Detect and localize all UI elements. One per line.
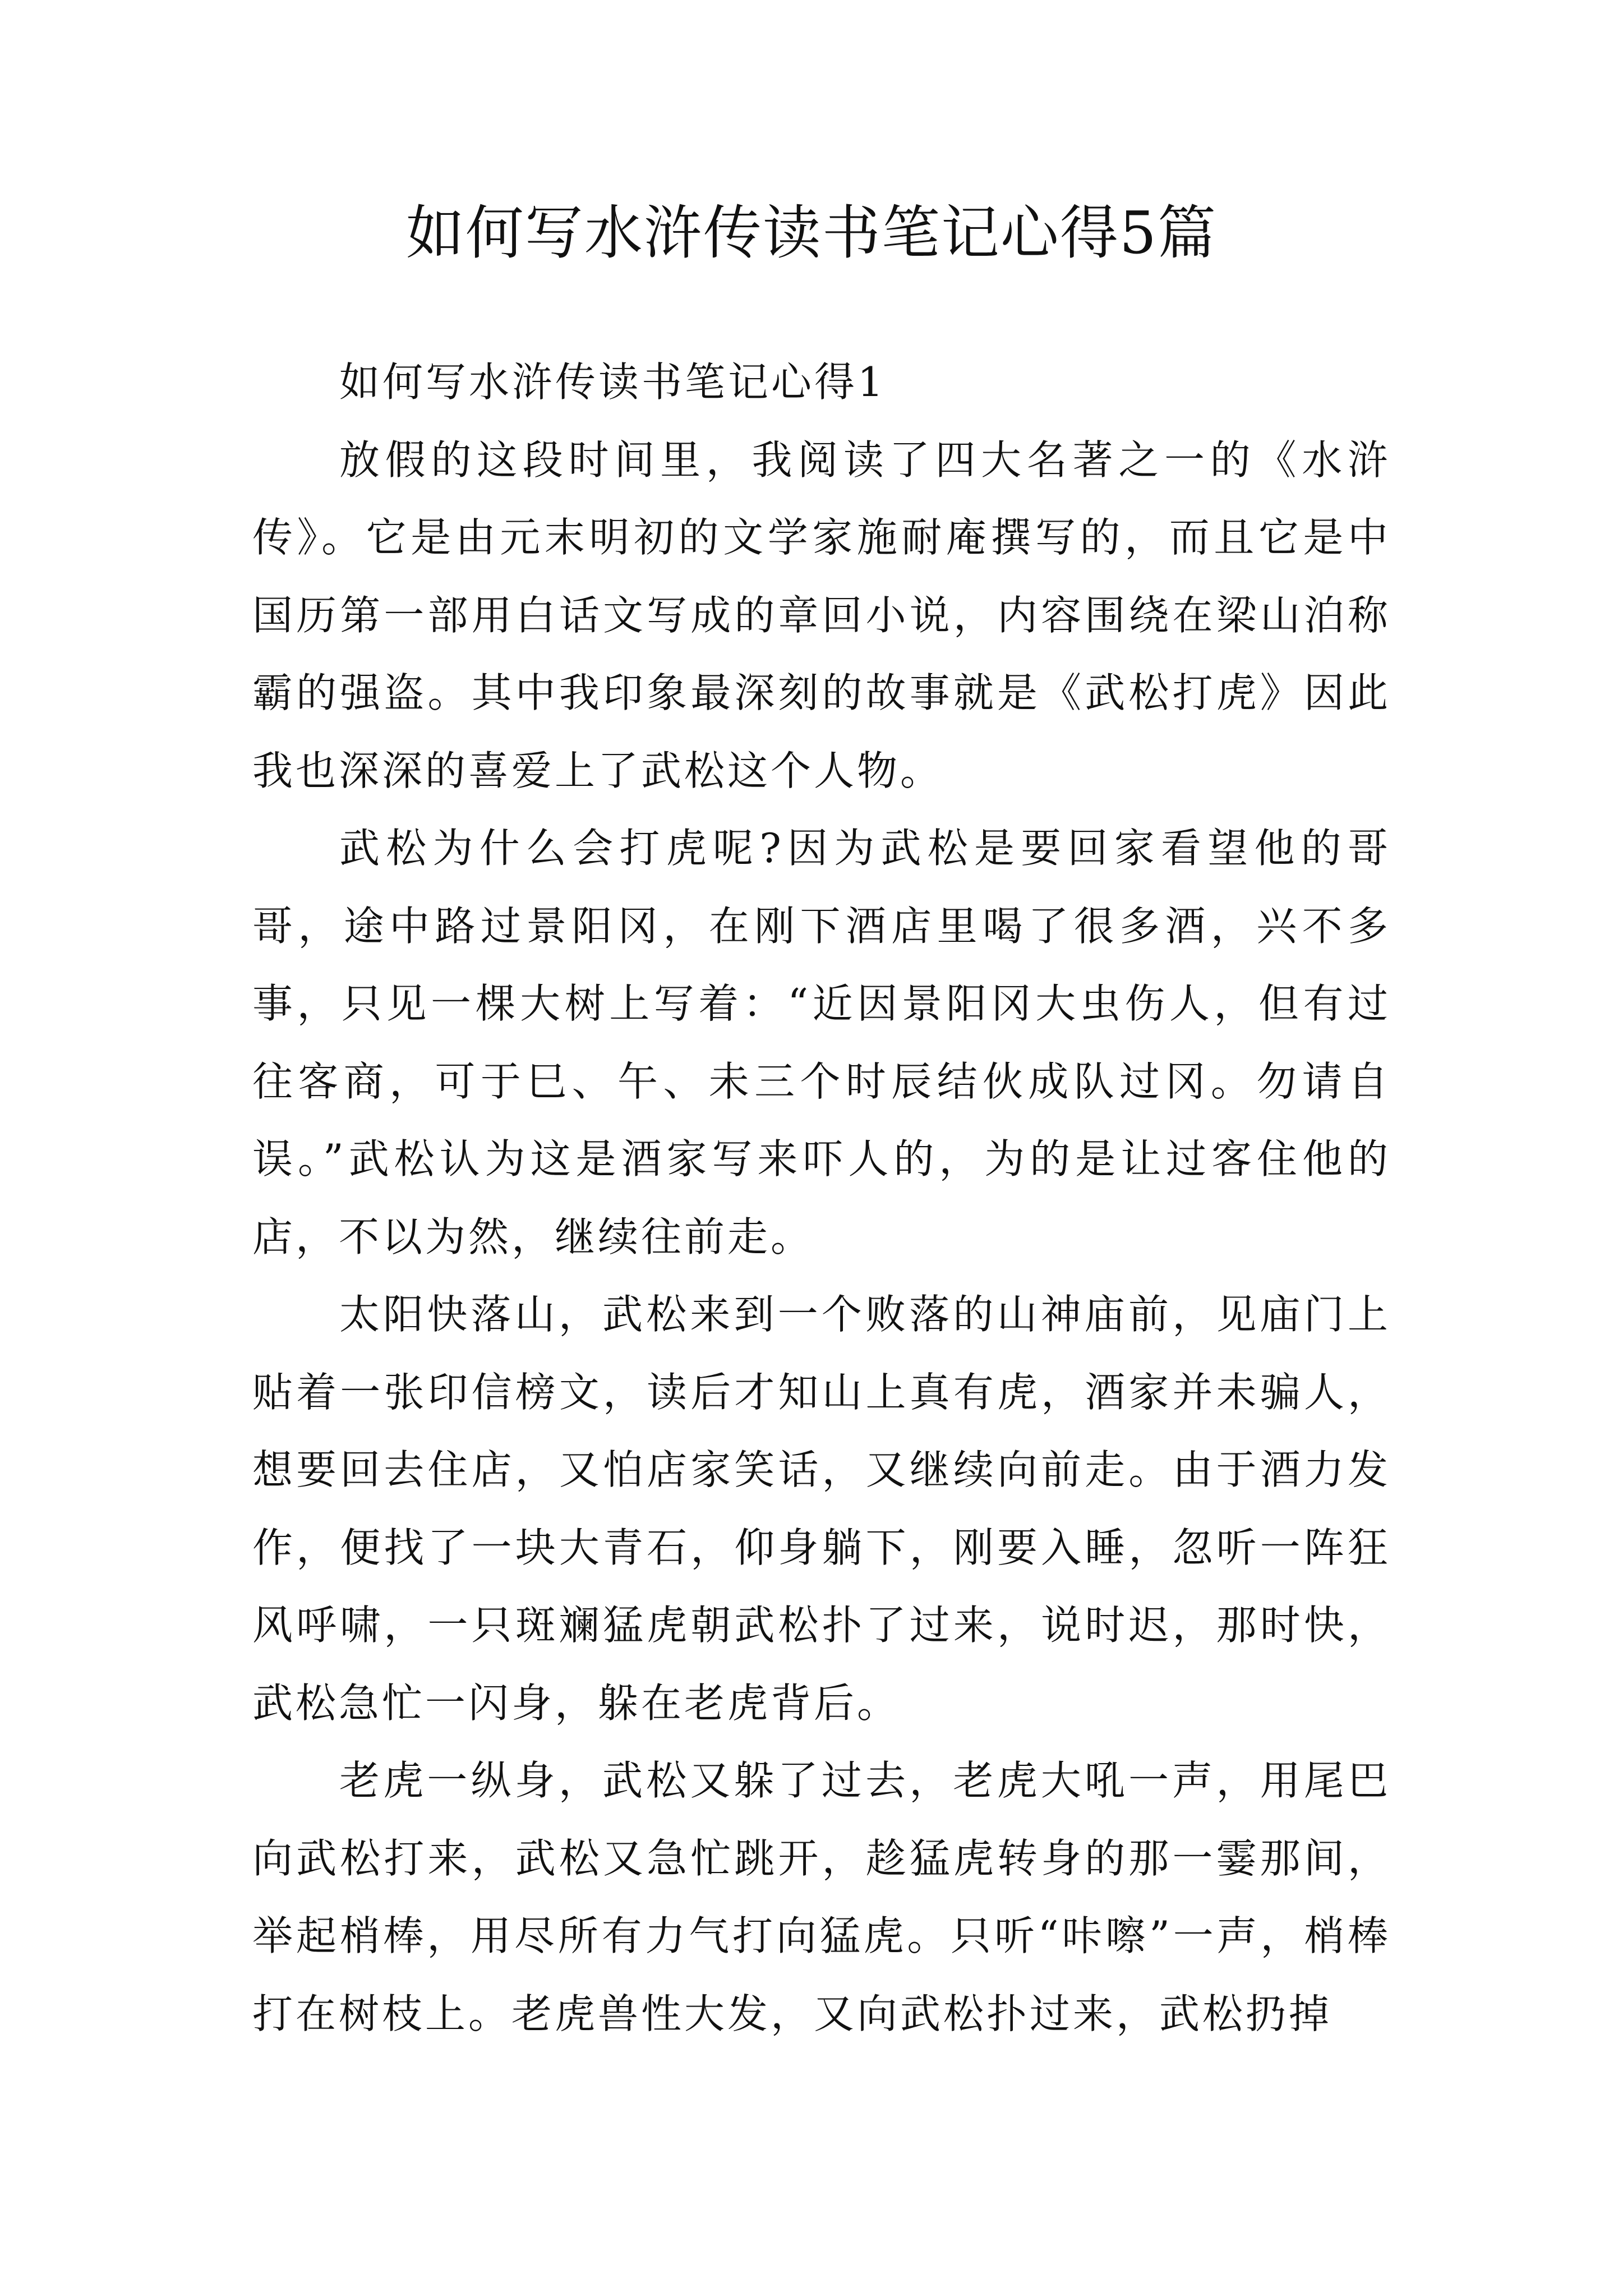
paragraph-2: 武松为什么会打虎呢?因为武松是要回家看望他的哥哥，途中路过景阳冈，在刚下酒店里喝了很多酒，兴不多事，只见一棵大树上写着：“近因景阳冈大虫伤人，但有过往客商，可于巳、午、未三个时辰结伙成队过冈。勿请自误。”武松认为这是酒家写来吓人的，为的是让过客住他的店，不以为然，继续往前走。 — [252, 825, 1391, 1260]
paragraph-4: 老虎一纵身，武松又躲了过去，老虎大吼一声，用尾巴向武松打来，武松又急忙跳开，趁猛虎转身的那一霎那间，举起梢棒，用尽所有力气打向猛虎。只听“咔嚓”一声，梢棒打在树枝上。老虎兽性大发，又向武松扑过来，武松扔掉 — [252, 1757, 1391, 2037]
document-body — [252, 343, 1391, 2053]
paragraph-3: 太阳快落山，武松来到一个败落的山神庙前，见庙门上贴着一张印信榜文，读后才知山上真有虎，酒家并未骗人，想要回去住店，又怕店家笑话，又继续向前走。由于酒力发作，便找了一块大青石，仰身躺下，刚要入睡，忽听一阵狂风呼啸，一只斑斓猛虎朝武松扑了过来，说时迟，那时快，武松急忙一闪身，躲在老虎背后。 — [252, 1291, 1391, 1727]
document-title: 如何写水浒传读书笔记心得5篇 — [405, 199, 1218, 267]
section-heading: 如何写水浒传读书笔记心得1 — [339, 358, 886, 406]
paragraph-1: 放假的这段时间里，我阅读了四大名著之一的《水浒传》。它是由元末明初的文学家施耐庵撰写的，而且它是中国历第一部用白话文写成的章回小说，内容围绕在梁山泊称霸的强盗。其中我印象最深刻的故事就是《武松打虎》因此我也深深的喜爱上了武松这个人物。 — [252, 436, 1391, 794]
